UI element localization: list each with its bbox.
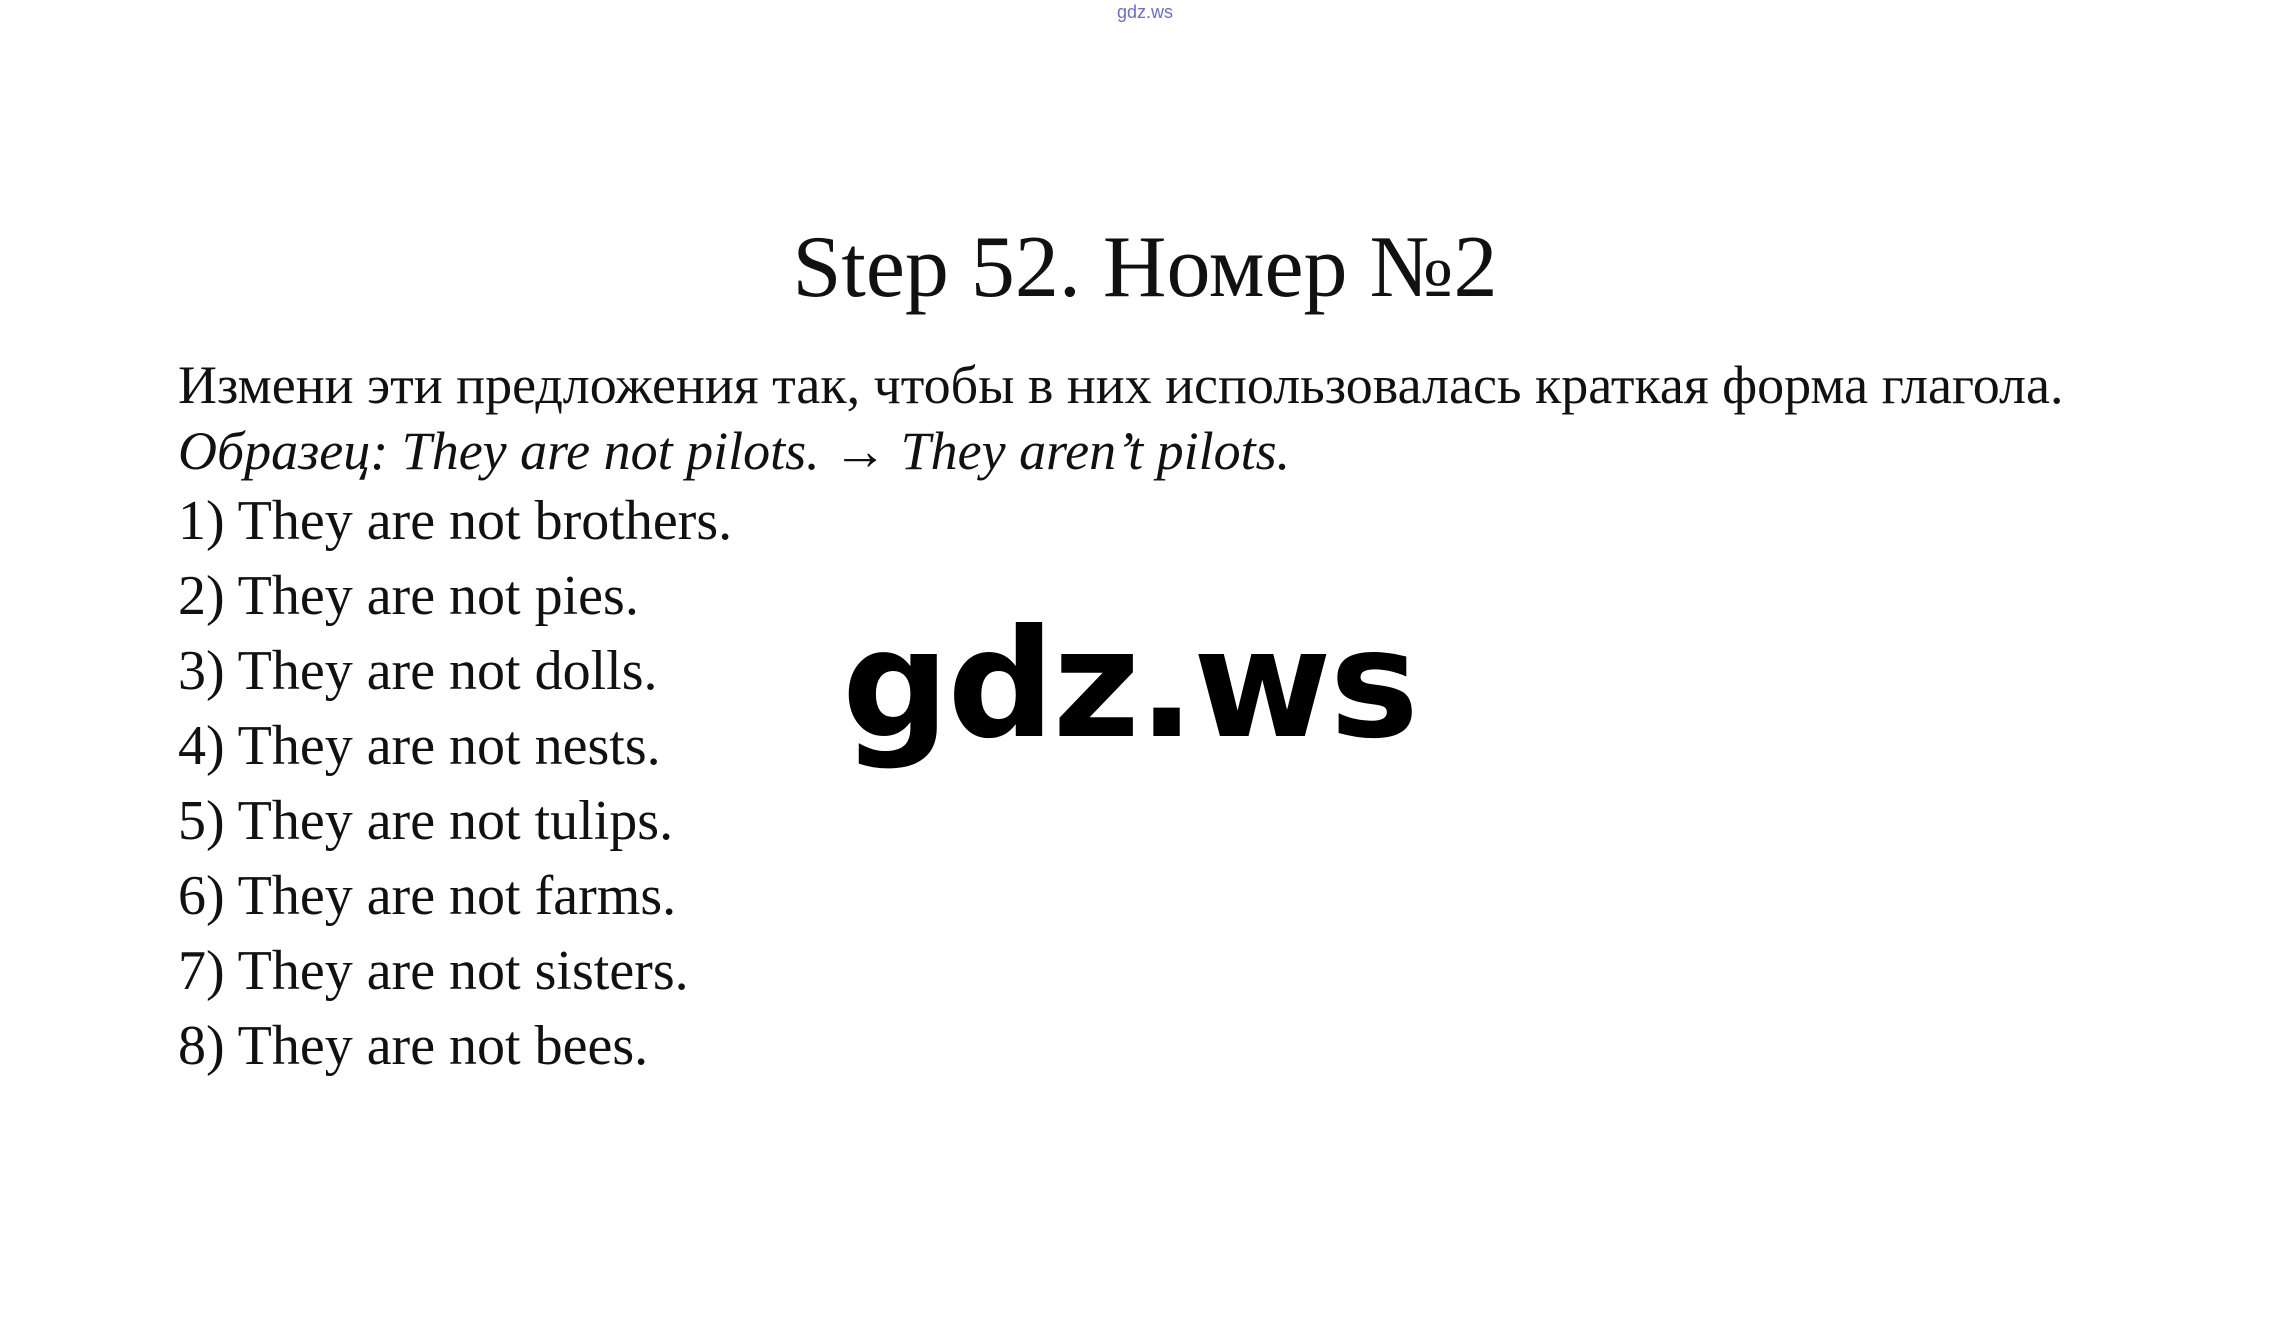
exercise-item: 2) They are not pies. <box>178 565 639 627</box>
exercise-item: 4) They are not nests. <box>178 715 661 777</box>
exercise-item: 5) They are not tulips. <box>178 790 674 852</box>
watermark: gdz.ws <box>842 598 1417 772</box>
exercise-item: 3) They are not dolls. <box>178 640 658 702</box>
exercise-item: 1) They are not brothers. <box>178 490 733 552</box>
site-link[interactable]: gdz.ws <box>1116 2 1174 22</box>
exercise-item: 7) They are not sisters. <box>178 940 689 1002</box>
page-title: Step 52. Номер №2 <box>792 219 1498 316</box>
exercise-instruction: Измени эти предложения так, чтобы в них использовалась краткая форма глагола. <box>178 355 2064 415</box>
exercise-item: 6) They are not farms. <box>178 865 677 927</box>
exercise-list <box>178 484 2078 1084</box>
exercise-item: 8) They are not bees. <box>178 1015 649 1077</box>
example-sentence: Образец: They are not pilots. → They aren’t pilots. <box>178 421 1291 481</box>
